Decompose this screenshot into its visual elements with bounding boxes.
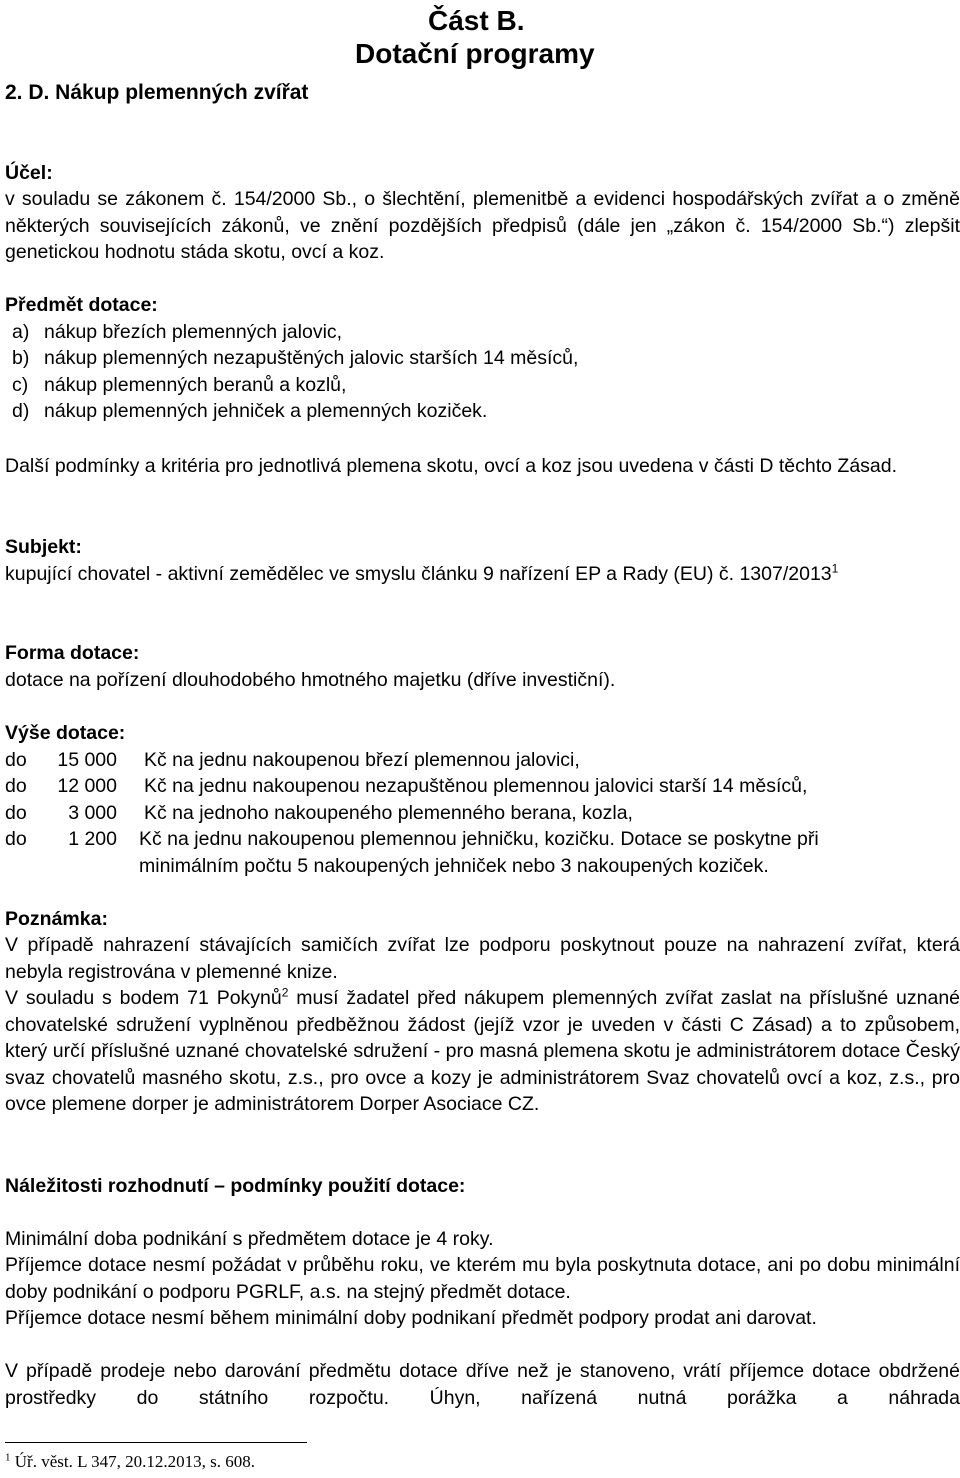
amount-prefix: do [5,828,27,850]
footnote-ref: 2 [281,985,289,1000]
predmet-item [12,345,578,372]
amount-value: 15 000 [57,749,117,771]
list-marker: d) [12,400,30,422]
subjekt-text [5,561,960,588]
amount-description: Kč na jednu nakoupenou plemennou jehničku, kozičku. Dotace se poskytne při [139,828,819,850]
subjekt-heading: Subjekt: [5,536,82,558]
predmet-heading: Předmět dotace: [5,294,158,316]
amount-description: Kč na jednu nakoupenou březí plemennou jalovici, [144,749,580,771]
subjekt-text-body: kupující chovatel - aktivní zemědělec ve smyslu článku 9 nařízení EP a Rady (EU) č. 1307/2013 [5,563,832,585]
ucel-text: v souladu se zákonem č. 154/2000 Sb., o šlechtění, plemenitbě a evidenci hospodářských zvířat a o změně některých souvisejících zákonů, ve znění pozdějších předpisů (dále jen „zákon č. 154/2000 Sb.“) zlepšit genetickou hodnotu stáda skotu, ovcí a koz. [5,188,960,263]
amount-value: 3 000 [68,802,117,824]
amount-value: 12 000 [57,775,117,797]
list-marker: b) [12,347,30,369]
list-item-text: nákup březích plemenných jalovic, [44,321,343,343]
amount-description-continuation: minimálním počtu 5 nakoupených jehniček nebo 3 nakoupených koziček. [139,855,769,877]
footnote [5,1452,255,1472]
poznamka-text-2-start: V souladu s bodem 71 Pokynů [5,987,282,1009]
list-item-text: nákup plemenných beranů a kozlů, [44,374,347,396]
amount-description: Kč na jednu nakoupenou nezapuštěnou plemennou jalovici starší 14 měsíců, [144,775,808,797]
nalezitosti-paragraph: V případě prodeje nebo darování předmětu dotace dříve než je stanoveno, vrátí příjemce dotace obdržené prostředky do státního rozpočtu. Úhyn, nařízená nutná porážka a náhrada [5,1360,960,1409]
forma-heading: Forma dotace: [5,642,140,664]
nalezitosti-paragraph: Příjemce dotace nesmí požádat v průběhu roku, ve kterém mu byla poskytnuta dotace, ani po dobu minimální doby podnikání o podporu PGRLF, a.s. na stejný předmět dotace. [5,1254,960,1303]
nalezitosti-paragraph: Příjemce dotace nesmí během minimální doby podnikaní předmět podpory prodat ani darovat. [5,1307,817,1329]
amount-prefix: do [5,802,27,824]
list-item-text: nákup plemenných nezapuštěných jalovic starších 14 měsíců, [44,347,579,369]
footnote-divider [5,1442,307,1443]
ucel-heading: Účel: [5,162,53,184]
part-subtitle: Dotační programy [355,38,595,69]
list-marker: a) [12,321,30,343]
footnote-text: Úř. věst. L 347, 20.12.2013, s. 608. [14,1452,255,1471]
nalezitosti-heading: Náležitosti rozhodnutí – podmínky použití dotace: [5,1175,466,1197]
poznamka-text-1: V případě nahrazení stávajících samičích zvířat lze podporu poskytnout pouze na nahrazení zvířat, která nebyla registrována v plemenné knize. [5,934,960,983]
predmet-item [12,319,342,346]
footnote-number: 1 [5,1451,11,1464]
list-marker: c) [12,374,29,396]
forma-text: dotace na pořízení dlouhodobého hmotného majetku (dříve investiční). [5,669,616,691]
nalezitosti-paragraph: Minimální doba podnikání s předmětem dotace je 4 roky. [5,1228,494,1250]
part-label: Část B. [428,5,525,36]
amount-prefix: do [5,775,27,797]
poznamka-text-2-rest: musí žadatel před nákupem plemenných zvířat zaslat na příslušné uznané chovatelské sdružení vyplněnou předběžnou žádost (jejíž vzor je uveden v části C Zásad) a to způsobem, který určí příslušné uznané chovatelské sdružení - pro masná plemena skotu je administrátorem dotace Český svaz chovatelů masného skotu, z.s., pro ovce a kozy je administrátorem Svaz chovatelů ovcí a koz, z.s., pro ovce plemene dorper je administrátorem Dorper Asociace CZ. [5,987,960,1115]
amount-value: 1 200 [68,828,117,850]
predmet-note: Další podmínky a kritéria pro jednotlivá plemena skotu, ovcí a koz jsou uvedena v části D těchto Zásad. [5,455,898,477]
poznamka-text-2 [5,985,960,1118]
predmet-item [12,372,346,399]
vyse-heading: Výše dotace: [5,722,126,744]
program-title: 2. D. Nákup plemenných zvířat [5,81,309,104]
amount-description: Kč na jednoho nakoupeného plemenného berana, kozla, [144,802,633,824]
part-heading [355,4,595,70]
list-item-text: nákup plemenných jehniček a plemenných koziček. [44,400,488,422]
footnote-ref: 1 [831,561,839,576]
amount-prefix: do [5,749,27,771]
poznamka-heading: Poznámka: [5,908,108,930]
predmet-item [12,398,487,425]
